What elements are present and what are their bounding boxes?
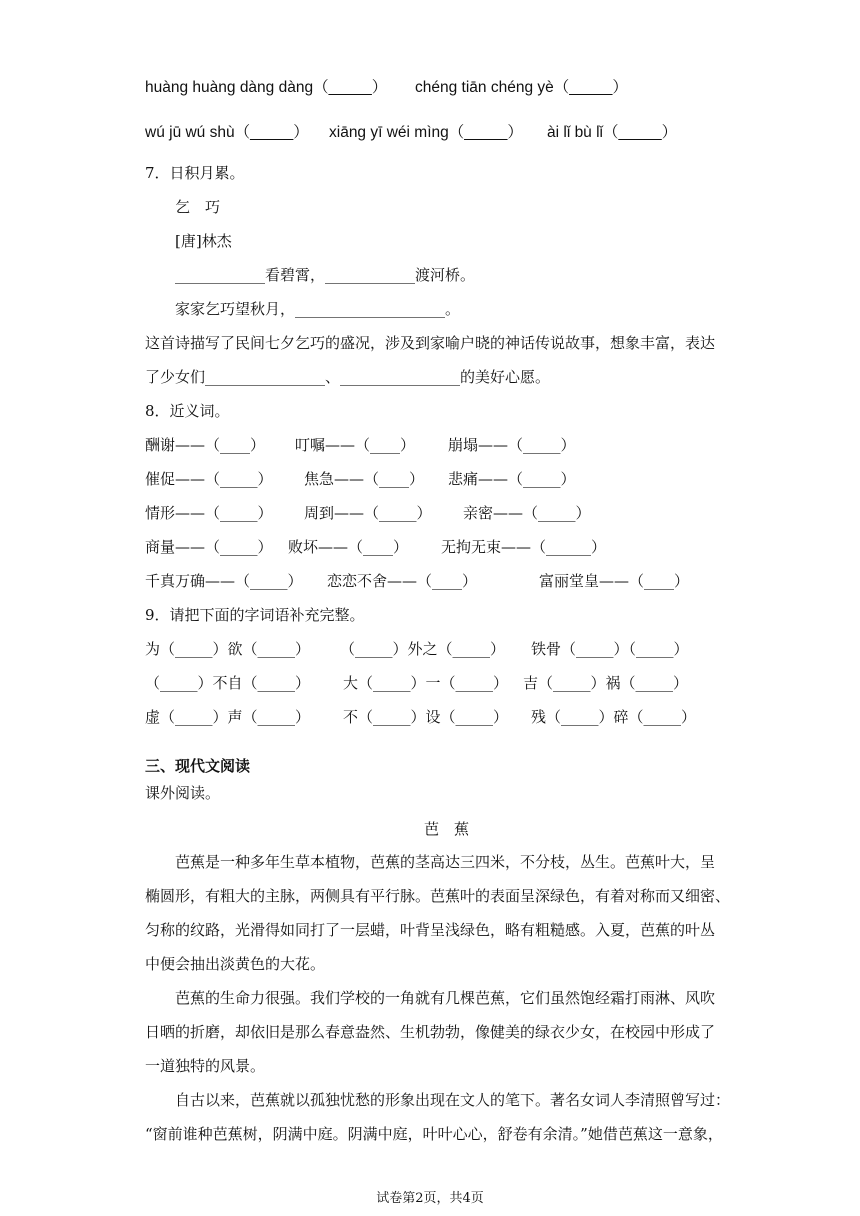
idiom-item: 为（_____）欲（_____） — [145, 640, 311, 658]
page-footer: 试卷第2页，共4页 — [376, 1191, 484, 1206]
synonym-item: 无拘无束——（______） — [441, 538, 607, 556]
article-paragraph-1 — [145, 845, 731, 981]
pinyin-item: xiāng yī wéi mìng（_____） — [329, 124, 523, 141]
synonym-item: 悲痛——（_____） — [448, 470, 576, 488]
synonym-item: 败坏——（____） — [288, 538, 409, 556]
idiom-item: （_____）外之（_____） — [340, 640, 506, 658]
q8-title: 8．近义词。 — [145, 402, 230, 420]
q7-title: 7．日积月累。 — [145, 164, 245, 182]
q9-title: 9．请把下面的字词语补充完整。 — [145, 606, 365, 624]
synonym-item: 催促——（_____） — [145, 470, 273, 488]
article-paragraph-3 — [145, 1083, 731, 1151]
synonym-item: 叮嘱——（____） — [295, 436, 416, 454]
poem-line-1: ____________看碧霄，____________渡河桥。 — [175, 266, 476, 284]
synonym-item: 千真万确——（_____） — [145, 572, 303, 590]
paragraph-line: 芭蕉是一种多年生草本植物，芭蕉的茎高达三四米，不分枝，丛生。芭蕉叶大，呈 — [175, 853, 716, 871]
synonym-item: 富丽堂皇——（____） — [539, 572, 690, 590]
article-title: 芭 蕉 — [424, 820, 470, 838]
q7-description-1: 这首诗描写了民间七夕乞巧的盛况，涉及到家喻户晓的神话传说故事，想象丰富，表达 — [145, 334, 716, 352]
synonym-item: 亲密——（_____） — [463, 504, 591, 522]
section-heading: 三、现代文阅读 — [145, 757, 251, 775]
synonym-item: 酬谢——（____） — [145, 436, 266, 454]
synonym-item: 恋恋不舍——（____） — [327, 572, 478, 590]
pinyin-item: ài lǐ bù lǐ（_____） — [547, 124, 678, 141]
idiom-item: 残（_____）碎（_____） — [531, 708, 697, 726]
idiom-item: 铁骨（_____）（_____） — [531, 640, 689, 658]
idiom-item: 大（_____）一（_____） — [343, 674, 509, 692]
poem-author: [唐]林杰 — [175, 232, 232, 250]
paragraph-line: 一道独特的风景。 — [145, 1057, 266, 1075]
idiom-item: 不（_____）设（_____） — [343, 708, 509, 726]
paragraph-line: 自古以来，芭蕉就以孤独忧愁的形象出现在文人的笔下。著名女词人李清照曾写过： — [175, 1091, 731, 1109]
idiom-item: 虚（_____）声（_____） — [145, 708, 311, 726]
pinyin-item: wú jū wú shù（_____） — [145, 124, 309, 141]
paragraph-line: “窗前谁种芭蕉树，阴满中庭。阴满中庭，叶叶心心，舒卷有余清。”她借芭蕉这一意象， — [145, 1125, 723, 1143]
synonym-item: 情形——（_____） — [145, 504, 273, 522]
synonym-item: 崩塌——（_____） — [448, 436, 576, 454]
idiom-item: （_____）不自（_____） — [145, 674, 311, 692]
paragraph-line: 匀称的纹路，光滑得如同打了一层蜡，叶背呈浅绿色，略有粗糙感。入夏，芭蕉的叶丛 — [145, 921, 716, 939]
synonym-item: 商量——（_____） — [145, 538, 273, 556]
article-paragraph-2 — [145, 981, 715, 1083]
paragraph-line: 椭圆形，有粗大的主脉，两侧具有平行脉。芭蕉叶的表面呈深绿色，有着对称而又细密、 — [145, 887, 731, 905]
pinyin-item: chéng tiān chéng yè（_____） — [415, 79, 628, 96]
poem-title: 乞 巧 — [175, 198, 221, 216]
idiom-item: 吉（_____）祸（_____） — [523, 674, 689, 692]
synonym-item: 焦急——（____） — [304, 470, 425, 488]
paragraph-line: 日晒的折磨，却依旧是那么春意盎然、生机勃勃，像健美的绿衣少女，在校园中形成了 — [145, 1023, 716, 1041]
paragraph-line: 中便会抽出淡黄色的大花。 — [145, 955, 326, 973]
paragraph-line: 芭蕉的生命力很强。我们学校的一角就有几棵芭蕉，它们虽然饱经霜打雨淋、风吹 — [175, 989, 716, 1007]
poem-line-2: 家家乞巧望秋月，____________________。 — [175, 300, 461, 318]
pinyin-item: huàng huàng dàng dàng（_____） — [145, 79, 388, 96]
section-subtitle: 课外阅读。 — [145, 784, 221, 802]
synonym-item: 周到——（_____） — [304, 504, 432, 522]
q7-description-2: 了少女们________________、________________的美好心愿。 — [145, 368, 551, 386]
